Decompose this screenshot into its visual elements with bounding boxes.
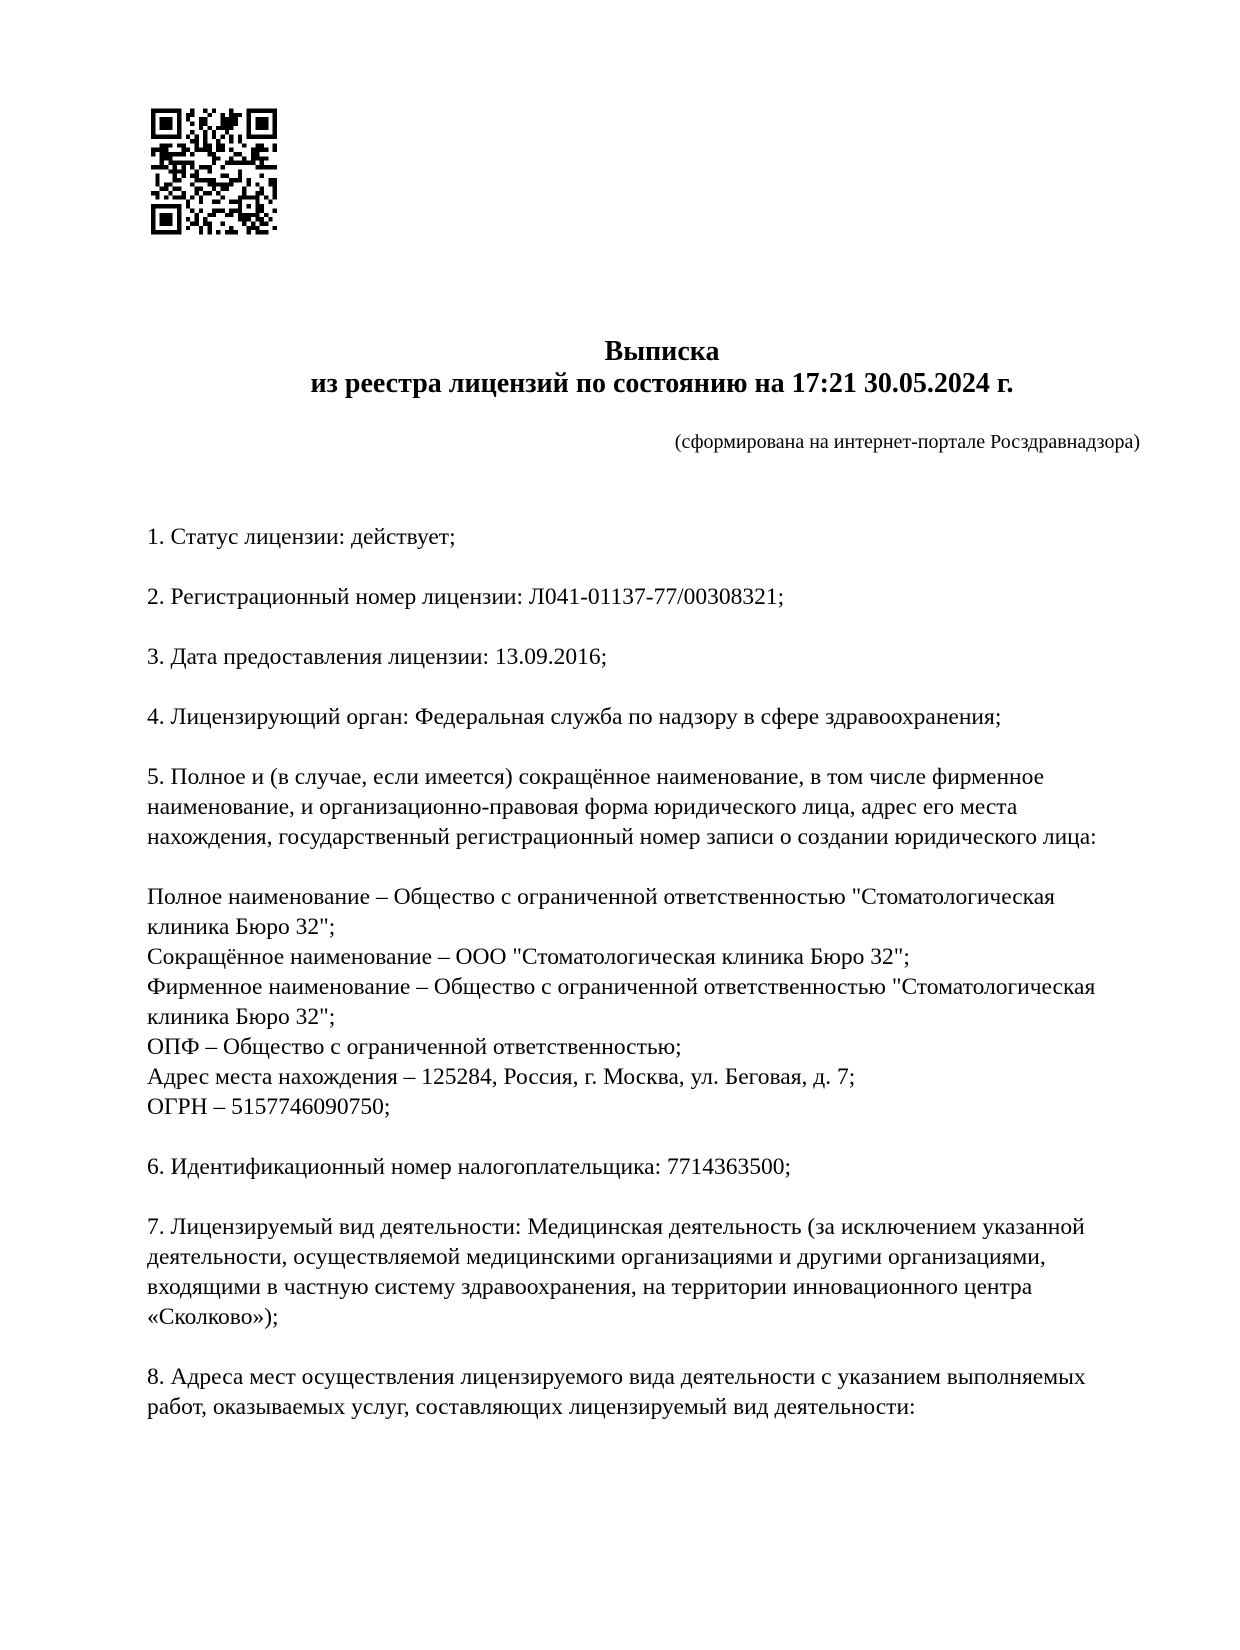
paragraph: [147, 1152, 1180, 1182]
text-line: деятельности, осуществляемой медицинскими организациями и другими организациями,: [147, 1244, 1046, 1270]
paragraph: [147, 582, 1180, 612]
text-line: клиника Бюро 32";: [147, 1004, 336, 1030]
paragraph: [147, 762, 1180, 852]
text-line: 3. Дата предоставления лицензии: 13.09.2016;: [147, 644, 608, 670]
subtitle: (сформирована на интернет-портале Росздравнадзора): [674, 431, 1140, 453]
text-line: 2. Регистрационный номер лицензии: Л041-01137-77/00308321;: [147, 584, 785, 610]
text-line: Сокращённое наименование – ООО "Стоматологическая клиника Бюро 32";: [147, 944, 910, 970]
document-body: [147, 522, 1180, 1452]
page-title: [84, 336, 1240, 400]
text-line: ОГРН – 5157746090750;: [147, 1094, 391, 1120]
paragraph: [147, 1212, 1180, 1332]
text-line: клиника Бюро 32";: [147, 914, 336, 940]
text-line: нахождения, государственный регистрационный номер записи о создании юридического лица:: [147, 824, 1097, 850]
text-line: ОПФ – Общество с ограниченной ответственностью;: [147, 1034, 682, 1060]
text-line: Фирменное наименование – Общество с ограниченной ответственностью "Стоматологическая: [147, 974, 1096, 1000]
text-line: 8. Адреса мест осуществления лицензируемого вида деятельности с указанием выполняемых: [147, 1364, 1086, 1390]
paragraph: [147, 702, 1180, 732]
text-line: «Сколково»);: [147, 1304, 279, 1330]
title-line-1: Выписка: [604, 336, 720, 367]
paragraph: [147, 1362, 1180, 1422]
title-line-2: из реестра лицензий по состоянию на 17:21 30.05.2024 г.: [310, 368, 1014, 399]
text-line: наименование, и организационно-правовая форма юридического лица, адрес его места: [147, 794, 1018, 820]
text-line: Полное наименование – Общество с ограниченной ответственностью "Стоматологическая: [147, 884, 1055, 910]
text-line: работ, оказываемых услуг, составляющих лицензируемый вид деятельности:: [147, 1394, 916, 1420]
text-line: 7. Лицензируемый вид деятельности: Медицинская деятельность (за исключением указанной: [147, 1214, 1085, 1240]
text-line: Адрес места нахождения – 125284, Россия, г. Москва, ул. Беговая, д. 7;: [147, 1064, 856, 1090]
qr-code-icon: [151, 108, 277, 235]
text-line: 5. Полное и (в случае, если имеется) сокращённое наименование, в том числе фирменное: [147, 764, 1045, 790]
text-line: 4. Лицензирующий орган: Федеральная служба по надзору в сфере здравоохранения;: [147, 704, 1002, 730]
paragraph: [147, 882, 1180, 1122]
text-line: 1. Статус лицензии: действует;: [147, 524, 456, 550]
paragraph: [147, 522, 1180, 552]
text-line: входящими в частную систему здравоохранения, на территории инновационного центра: [147, 1274, 1033, 1300]
paragraph: [147, 642, 1180, 672]
text-line: 6. Идентификационный номер налогоплательщика: 7714363500;: [147, 1154, 792, 1180]
